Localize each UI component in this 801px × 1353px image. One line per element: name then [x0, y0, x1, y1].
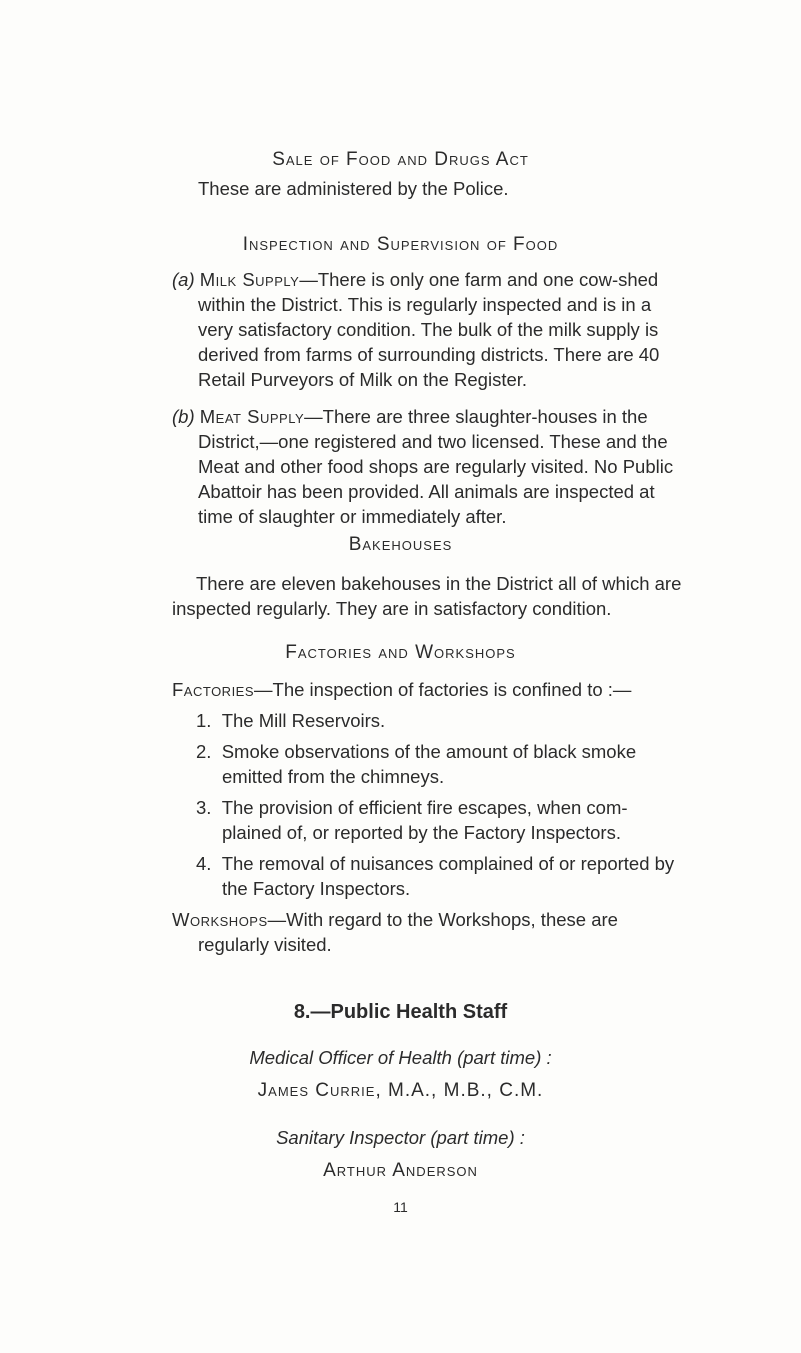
- bakehouses-heading: Bakehouses: [348, 534, 453, 555]
- list-item: [0, 708, 801, 733]
- milk-label: Milk Supply: [199, 269, 300, 290]
- workshops-paragraph: [0, 907, 801, 957]
- sale-heading: Sale of Food and Drugs Act: [272, 149, 529, 170]
- factories-section: [0, 640, 801, 957]
- factories-intro: —The inspection of factories is confined to :—: [254, 679, 632, 700]
- inspection-heading: Inspection and Supervision of Food: [242, 234, 559, 255]
- si-line: [0, 1125, 801, 1150]
- list-item-number: 2.: [196, 741, 212, 762]
- list-item-text: The provision of efficient fire escapes, when com- plained of, or reported by the Factory Inspectors.: [221, 797, 628, 843]
- meat-label: Meat Supply: [199, 406, 305, 427]
- milk-marker: (a): [172, 269, 195, 290]
- factories-intro-line: [0, 677, 801, 702]
- milk-supply-paragraph: [0, 267, 801, 392]
- sale-section: [0, 147, 801, 201]
- factories-list: [0, 708, 801, 901]
- list-item-text: The removal of nuisances complained of or reported by the Factory Inspectors.: [221, 853, 675, 899]
- list-item-number: 1.: [196, 710, 212, 731]
- bakehouses-section: [0, 532, 801, 621]
- bakehouses-text: There are eleven bakehouses in the District all of which are inspected regularly. They are in satisfactory condition.: [172, 573, 682, 619]
- meat-text: —There are three slaughter-houses in the District,—one registered and two licensed. These and the Meat and other food shops are regularly visited. No Public Abattoir has been provided. All animals are inspected at time of slaughter or immediately after.: [198, 406, 674, 527]
- page-footer: [0, 1195, 801, 1220]
- milk-text: —There is only one farm and one cow-shed within the District. This is regularly inspected and is in a very satisfactory condition. The bulk of the milk supply is derived from farms of surrounding districts. There are 40 Retail Purveyors of Milk on the Register.: [198, 269, 660, 390]
- meat-marker: (b): [172, 406, 195, 427]
- si-qualifier: (part time) :: [430, 1127, 525, 1148]
- staff-section: [0, 1000, 801, 1183]
- list-item-number: 3.: [196, 797, 212, 818]
- moh-name: James Currie, M.A., M.B., C.M.: [257, 1080, 544, 1101]
- list-item-number: 4.: [196, 853, 212, 874]
- moh-qualifier: (part time) :: [457, 1047, 552, 1068]
- factories-label: Factories: [172, 679, 255, 700]
- page-number: 11: [393, 1199, 408, 1215]
- inspection-section: [0, 232, 801, 529]
- workshops-label: Workshops: [172, 909, 268, 930]
- moh-title: Medical Officer of Health: [249, 1047, 452, 1068]
- si-title: Sanitary Inspector: [276, 1127, 426, 1148]
- list-item: [0, 795, 801, 845]
- si-name: Arthur Anderson: [323, 1160, 478, 1181]
- list-item: [0, 851, 801, 901]
- moh-line: [0, 1045, 801, 1070]
- list-item: [0, 739, 801, 789]
- list-item-text: The Mill Reservoirs.: [221, 710, 386, 731]
- list-item-text: Smoke observations of the amount of black smoke emitted from the chimneys.: [221, 741, 637, 787]
- factories-heading: Factories and Workshops: [285, 642, 516, 663]
- sale-text: These are administered by the Police.: [198, 178, 509, 199]
- staff-heading: 8.—Public Health Staff: [293, 1001, 508, 1023]
- workshops-text: —With regard to the Workshops, these are regularly visited.: [198, 909, 618, 955]
- meat-supply-paragraph: [0, 404, 801, 529]
